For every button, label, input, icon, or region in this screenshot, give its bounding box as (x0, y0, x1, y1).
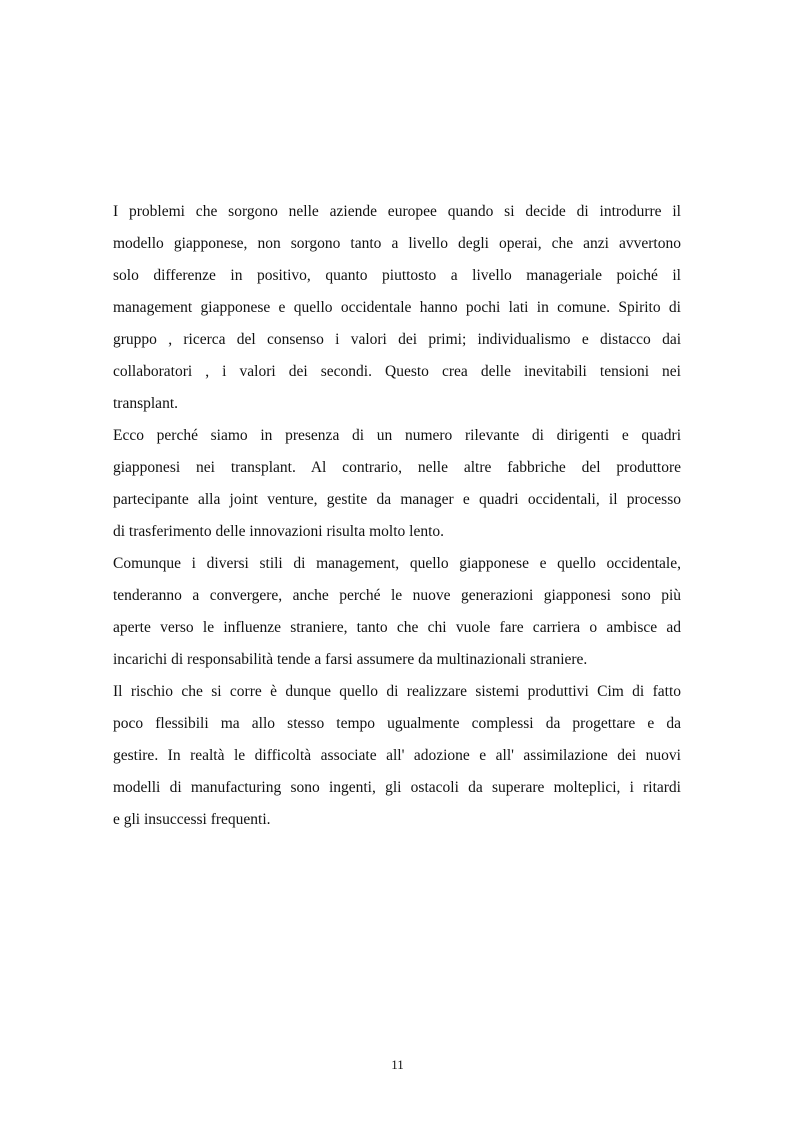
text-line: di trasferimento delle innovazioni risulta molto lento. (113, 523, 445, 540)
text-line: transplant. (113, 395, 178, 412)
text-line: solo differenze in positivo, quanto piuttosto a livello manageriale poiché il (113, 267, 681, 284)
text-line: modello giapponese, non sorgono tanto a livello degli operai, che anzi avvertono (113, 235, 681, 252)
text-line: e gli insuccessi frequenti. (113, 811, 271, 828)
text-line: Comunque i diversi stili di management, quello giapponese e quello occidentale, (113, 555, 681, 572)
text-line: gestire. In realtà le difficoltà associate all' adozione e all' assimilazione dei nuovi (113, 747, 681, 764)
text-line: collaboratori , i valori dei secondi. Questo crea delle inevitabili tensioni nei (113, 363, 681, 380)
text-line: aperte verso le influenze straniere, tanto che chi vuole fare carriera o ambisce ad (113, 619, 681, 636)
text-line: incarichi di responsabilità tende a farsi assumere da multinazionali straniere. (113, 651, 588, 668)
text-line: Ecco perché siamo in presenza di un numero rilevante di dirigenti e quadri (113, 427, 681, 444)
text-line: modelli di manufacturing sono ingenti, gli ostacoli da superare molteplici, i ritardi (113, 779, 681, 796)
text-line: tenderanno a convergere, anche perché le nuove generazioni giapponesi sono più (113, 587, 681, 604)
text-line: management giapponese e quello occidentale hanno pochi lati in comune. Spirito di (113, 299, 681, 316)
paragraph-3 (113, 548, 681, 676)
text-line: gruppo , ricerca del consenso i valori dei primi; individualismo e distacco dai (113, 331, 681, 348)
text-line: partecipante alla joint venture, gestite da manager e quadri occidentali, il processo (113, 491, 681, 508)
body-text (113, 196, 681, 836)
text-line: poco flessibili ma allo stesso tempo ugualmente complessi da progettare e da (113, 715, 681, 732)
paragraph-1 (113, 196, 681, 420)
text-line: giapponesi nei transplant. Al contrario, nelle altre fabbriche del produttore (113, 459, 681, 476)
paragraph-4 (113, 676, 681, 836)
text-line: I problemi che sorgono nelle aziende europee quando si decide di introdurre il (113, 203, 681, 220)
page-number: 11 (391, 1057, 404, 1072)
text-line: Il rischio che si corre è dunque quello di realizzare sistemi produttivi Cim di fatto (113, 683, 681, 700)
paragraph-2 (113, 420, 681, 548)
